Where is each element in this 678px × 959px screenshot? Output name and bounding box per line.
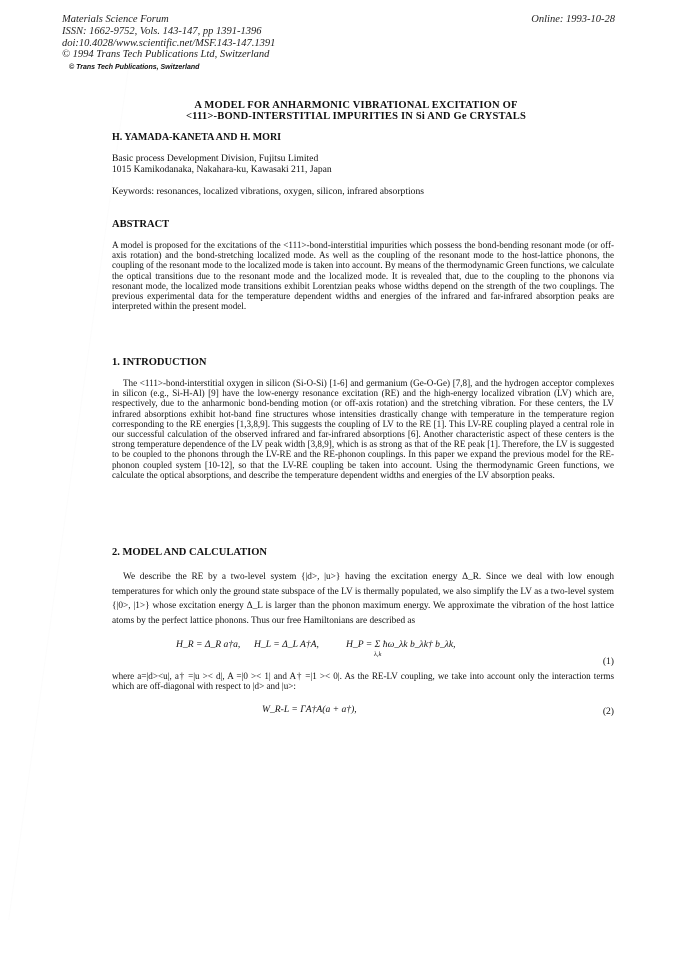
equation-hp: H_P = Σ ħω_λk b_λk† b_λk, (346, 639, 456, 650)
equation-2: W_R-L = ΓA†A(a + a†), (262, 704, 357, 715)
journal-name: Materials Science Forum (62, 14, 169, 25)
model-heading: 2. MODEL AND CALCULATION (112, 547, 267, 558)
online-date: Online: 1993-10-28 (531, 14, 615, 25)
journal-header (62, 14, 275, 61)
equation-hl: H_L = Δ_L A†A, (254, 639, 319, 650)
model-text: We describe the RE by a two-level system {|d>, |u>} having the excitation energy Δ_R. Since we deal with low enough temperatures for which only the ground state subspace of the LV is thermally populated, we also simplify the LV as a two-level system {|0>, |1>} whose excitation energy Δ_L is larger than the phonon maximum energy. We approximate the vibration of the host lattice atoms by the perfect lattice phonons. Thus our free Hamiltonians are described as (112, 572, 614, 626)
title-line-1: A MODEL FOR ANHARMONIC VIBRATIONAL EXCITATION OF (194, 100, 518, 111)
keywords: Keywords: resonances, localized vibrations, oxygen, silicon, infrared absorptions (112, 186, 424, 197)
copyright-line: © 1994 Trans Tech Publications Ltd, Switzerland (62, 49, 270, 61)
affiliation-line-1: Basic process Development Division, Fujitsu Limited (112, 153, 319, 164)
publisher-mark: © Trans Tech Publications, Switzerland (69, 64, 200, 71)
abstract-text: A model is proposed for the excitations of the <111>-bond-interstitial impurities which possess the bond-bending resonant mode (or off-axis rotation) and the bond-stretching localized mode. As well as the coupling of the resonant mode to the host-lattice phonons, the coupling of the resonant mode to the localized mode is taken into account. By means of the thermodynamic Green functions, we calculate the optical transitions due to the resonant mode and the localized mode. It is revealed that, due to the coupling to the phonons via resonant mode, the localized mode transitions exhibit Lorentzian peaks whose widths depend on the strength of the two couplings. The previous experimental data for the temperature dependent widths and energies of the infrared and far-infrared absorption peaks are interpreted within the present model. (112, 240, 614, 312)
issn-line: ISSN: 1662-9752, Vols. 143-147, pp 1391-1396 (62, 25, 262, 37)
abstract-heading: ABSTRACT (112, 219, 170, 230)
equation-number-1: (1) (602, 656, 614, 667)
where-text: where a=|d><u|, a† =|u >< d|, A =|0 >< 1| and A† =|1 >< 0|. As the RE-LV coupling, we take into account only the interaction terms which are off-diagonal with respect to |d> and |u>: (112, 671, 614, 692)
affiliation-line-2: 1015 Kamikodanaka, Nakahara-ku, Kawasaki 211, Japan (112, 164, 332, 175)
equation-number-2: (2) (602, 706, 614, 717)
sum-index: λ,k (374, 651, 382, 658)
affiliation (112, 153, 332, 175)
equation-hr: H_R = Δ_R a†a, (176, 639, 241, 650)
paper-title (112, 100, 600, 122)
title-line-2: <111>-BOND-INTERSTITIAL IMPURITIES IN Si AND Ge CRYSTALS (185, 111, 526, 122)
doi-link[interactable]: doi:10.4028/www.scientific.net/MSF.143-147.1391 (62, 37, 276, 49)
intro-text: The <111>-bond-interstitial oxygen in silicon (Si-O-Si) [1-6] and germanium (Ge-O-Ge) [7,8], and the hydrogen acceptor complexes in silicon (e.g., Si-H-Al) [9] have the low-energy resonance excitation (RE) and the high-energy localized vibration (LV) which are, respectively, due to the anharmonic bond-bending motion (or off-axis rotation) and the stretching vibration. For these centers, the LV infrared absorptions exhibit hot-band fine structures whose intensities drastically change with temperature in the temperature region corresponding to the RE energies [1,3,8,9]. This suggests the coupling of LV to the RE [1]. This LV-RE coupling played a central role in our successful calculation of the observed infrared and far-infrared absorptions [6]. Another characteristic aspect of these centers is the strong temperature dependence of the LV peak width [3,8,9], which is as strong as that of the RE peak [1]. Therefore, the LV is suggested to be coupled to the phonons through the LV-RE and the RE-phonon couplings. In this paper we expand the previous model for the RE-phonon coupled system [10-12], so that the LV-RE coupling be taken into account. Using the thermodynamic Green functions, we calculate the optical absorptions, and describe the temperature dependent widths and energies of the LV absorption peaks. (112, 378, 614, 480)
intro-heading: 1. INTRODUCTION (112, 357, 207, 368)
authors: H. YAMADA-KANETA AND H. MORI (112, 132, 282, 143)
